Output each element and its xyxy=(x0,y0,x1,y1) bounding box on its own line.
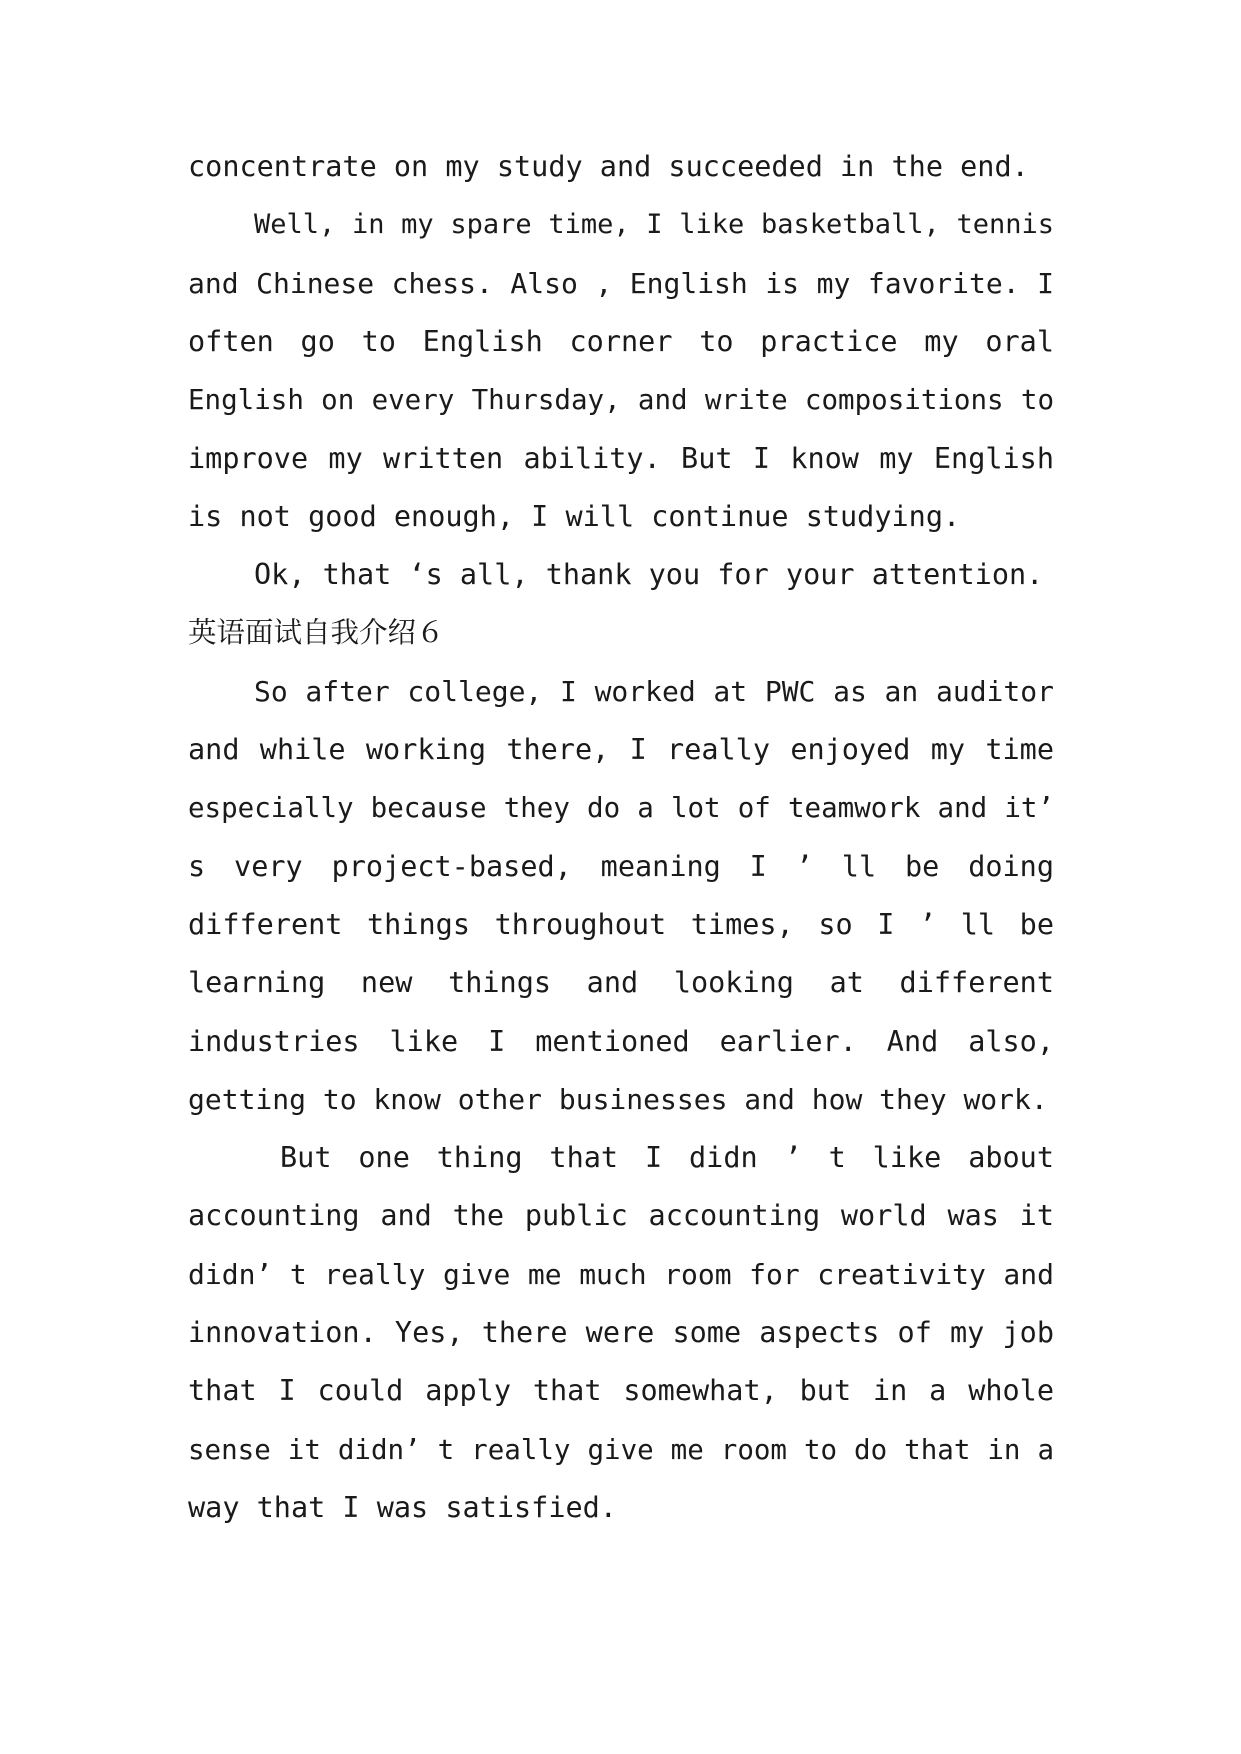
text-line: especially because they do a lot of teamwork and it’ xyxy=(188,792,1054,825)
text-line: improve my written ability. But I know my English xyxy=(188,441,1054,475)
text-line: Well, in my spare time, I like basketball, tennis xyxy=(254,209,1054,241)
text-line: different things throughout times, so I ’ ll be xyxy=(188,907,1054,941)
text-line: Ok, that ‘s all, thank you for your attention. xyxy=(254,558,1044,592)
text-line: that I could apply that somewhat, but in a whole xyxy=(188,1374,1054,1408)
text-line: innovation. Yes, there were some aspects of my job xyxy=(188,1316,1054,1349)
text-line: s very project-based, meaning I ’ ll be doing xyxy=(188,849,1054,883)
text-line: learning new things and looking at different xyxy=(188,966,1054,1000)
text-line: accounting and the public accounting world was it xyxy=(188,1199,1054,1233)
text-line: So after college, I worked at PWC as an auditor xyxy=(254,674,1054,708)
section-heading: 英语面试自我介绍６ xyxy=(188,616,445,650)
text-line: getting to know other businesses and how they work. xyxy=(188,1082,1048,1116)
text-line: didn’ t really give me much room for creativity and xyxy=(188,1257,1054,1291)
text-line: sense it didn’ t really give me room to do that in a xyxy=(188,1433,1054,1466)
text-line: and while working there, I really enjoyed my time xyxy=(188,733,1054,766)
text-line: industries like I mentioned earlier. And also, xyxy=(188,1024,1054,1058)
text-line: English on every Thursday, and write compositions to xyxy=(188,384,1054,417)
text-line: But one thing that I didn ’ t like about xyxy=(280,1141,1054,1175)
text-line: is not good enough, I will continue studying. xyxy=(188,499,961,533)
text-line: often go to English corner to practice my oral xyxy=(188,324,1054,358)
text-line: and Chinese chess. Also , English is my favorite. I xyxy=(188,266,1054,300)
text-line: concentrate on my study and succeeded in the end. xyxy=(188,150,1029,183)
text-line: way that I was satisfied. xyxy=(188,1490,617,1524)
